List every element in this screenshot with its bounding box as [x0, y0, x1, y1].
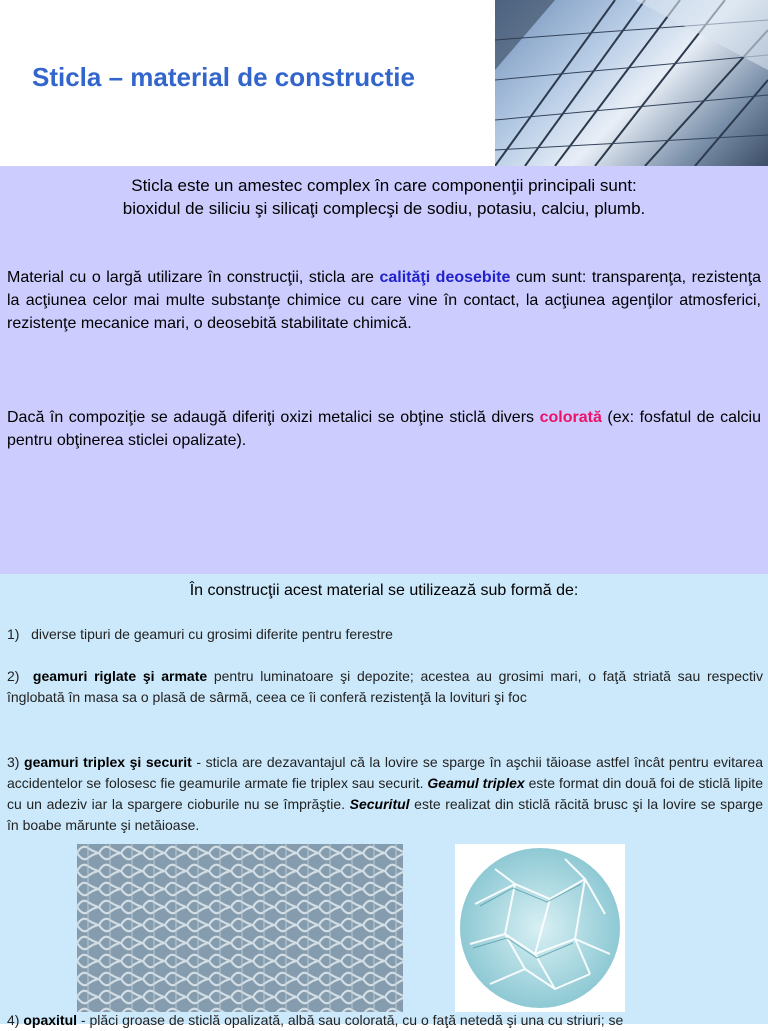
item-number: 4): [7, 1012, 20, 1028]
intro-line-2: bioxidul de siliciu şi silicaţi complecşi de sodiu, potasiu, calciu, plumb.: [122, 199, 646, 218]
header: [0, 0, 768, 166]
item-text: pentru luminatoare şi depozite; acestea au grosimi mari, o faţă striată sau respectiv înglobată în masa sa o plasă de sârmă, ceea ce îi conferă rezistenţă la lovituri şi foc: [7, 668, 763, 705]
item-term: opaxitul: [23, 1012, 78, 1028]
uses-heading: În construcţii acest material se utilizează sub formă de:: [189, 582, 579, 599]
intro-line-1: Sticla este un amestec complex în care componenţii principali sunt:: [131, 176, 637, 195]
list-item: [7, 752, 763, 836]
properties-text-start: Material cu o largă utilizare în construcţii, sticla are: [7, 269, 380, 286]
list-item: [7, 666, 763, 708]
coloring-highlight: colorată: [539, 409, 602, 426]
properties-highlight: calităţi deosebite: [379, 269, 511, 286]
item-number: 1): [7, 626, 20, 642]
item-text: - plăci groase de sticlă opalizată, albă sau colorată, cu o faţă netedă şi una cu striuri; se: [77, 1012, 624, 1028]
properties-paragraph: [7, 266, 761, 335]
list-item: [7, 624, 763, 645]
properties-text-end: cum sunt: transparenţa, rezistenţa la acţiunea celor mai multe substanţe chimice cu care vine în contact, la acţiunea agenţilor atmosferici, rezistenţe mecanice mari, o deosebită stabilitate chimică.: [7, 269, 762, 332]
item-term: geamuri triplex şi securit: [24, 754, 192, 770]
glass-building-photo: [495, 0, 768, 166]
coloring-text-start: Dacă în compoziţie se adaugă diferiţi oxizi metalici se obţine sticlă divers: [7, 409, 540, 426]
item-text: este format din două foi de sticlă lipite cu un adeziv iar la spargere cioburile nu se împrăştie.: [7, 775, 763, 812]
item-number: 2): [7, 668, 20, 684]
securit-term: Securitul: [349, 796, 410, 812]
wired-glass-photo: [77, 844, 403, 1012]
item-text: este realizat din sticlă răcită brusc şi la lovire se sparge în boabe mărunte şi netăioase.: [7, 796, 763, 833]
list-item: [7, 1010, 763, 1031]
intro-text: [0, 174, 768, 220]
page-title: Sticla – material de constructie: [32, 62, 415, 92]
shattered-glass-photo: [455, 844, 625, 1012]
item-number: 3): [7, 754, 20, 770]
item-text: - sticla are dezavantajul că la lovire se sparge în aşchii tăioase astfel încât pentru evitarea accidentelor se folosesc fie geamurile armate fie triplex sau securit.: [7, 754, 764, 791]
item-text: diverse tipuri de geamuri cu grosimi diferite pentru ferestre: [31, 626, 393, 642]
coloring-text-end: (ex: fosfatul de calciu pentru obţinerea sticlei opalizate).: [7, 409, 761, 449]
intro-section: [0, 166, 768, 574]
item-term: geamuri riglate şi armate: [32, 668, 208, 684]
triplex-term: Geamul triplex: [427, 775, 525, 791]
coloring-paragraph: [7, 406, 761, 452]
